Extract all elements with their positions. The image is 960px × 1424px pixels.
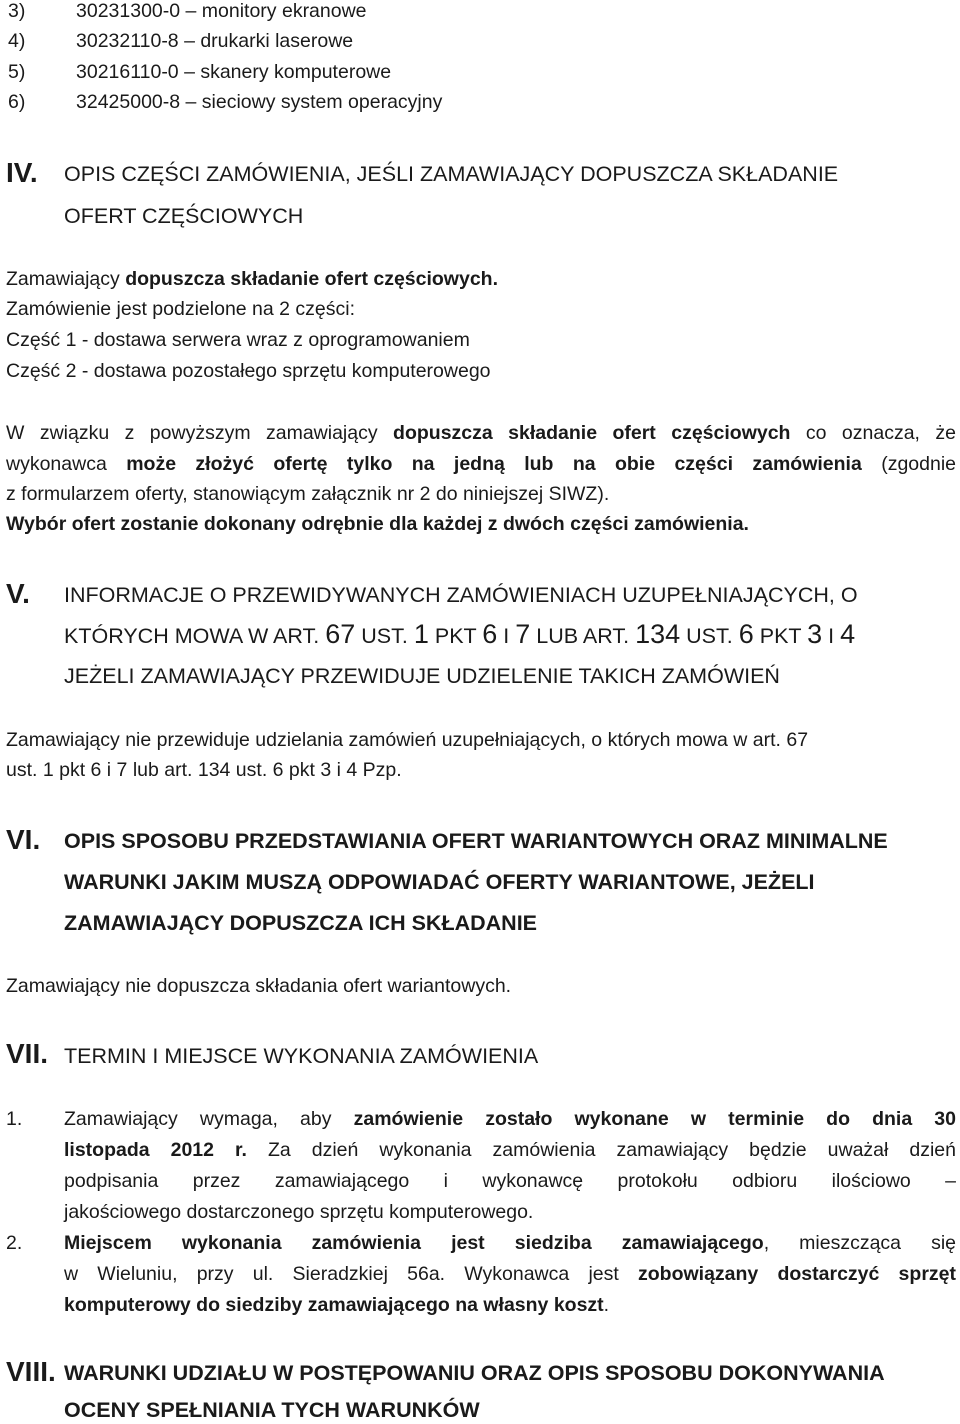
paragraph: ust. 1 pkt 6 i 7 lub art. 134 ust. 6 pkt 3 i 4 Pzp.: [6, 759, 402, 781]
list-number: 2.: [6, 1232, 23, 1254]
paragraph: Część 1 - dostawa serwera wraz z oprogramowaniem: [6, 329, 470, 351]
section-title: ZAMAWIAJĄCY DOPUSZCZA ICH SKŁADANIE: [64, 911, 538, 935]
list-item: Miejscem wykonania zamówienia jest siedziba zamawiającego, mieszcząca się: [64, 1232, 956, 1254]
paragraph: Zamawiający nie przewiduje udzielania zamówień uzupełniających, o których mowa w art. 67: [6, 729, 809, 751]
section-number: VII.: [6, 1038, 49, 1069]
paragraph: Zamówienie jest podzielone na 2 części:: [6, 298, 356, 320]
paragraph: W związku z powyższym zamawiający dopuszcza składanie ofert częściowych co oznacza, że: [6, 422, 956, 444]
list-item: komputerowy do siedziby zamawiającego na własny koszt.: [64, 1294, 610, 1316]
paragraph: Zamawiający dopuszcza składanie ofert częściowych.: [6, 268, 498, 290]
paragraph: z formularzem oferty, stanowiącym załącznik nr 2 do niniejszej SIWZ).: [6, 483, 610, 505]
list-item: Zamawiający wymaga, aby zamówienie zostało wykonane w terminie do dnia 30: [64, 1108, 956, 1130]
list-item: listopada 2012 r. Za dzień wykonania zamówienia zamawiający będzie uważał dzień: [64, 1139, 956, 1161]
paragraph: Zamawiający nie dopuszcza składania ofert wariantowych.: [6, 975, 512, 997]
list-number: 1.: [6, 1108, 23, 1130]
document-page: 3) 30231300-0 – monitory ekranowe 4) 30232110-8 – drukarki laserowe 5) 30216110-0 – skanery komputerowe 6) 32425000-8 – sieciowy system operacyjny IV. OPIS CZĘŚCI ZAMÓWIENIA, JEŚLI ZAMAWIAJĄCY DOPUSZCZA SKŁADANIE OFERT CZĘŚCIOWYCH Zamawiający dopuszcza składanie ofert częściowych. Zamówienie jest podzielone na 2 części: Część 1 - dostawa serwera wraz z oprogramowaniem Część 2 - dostawa pozostałego sprzętu komputerowego W związku z powyższym zamawiający dopuszcza składanie ofert częściowych co oznacza, że wykonawca może złożyć ofertę tylko na jedną lub na obie części zamówienia (zgodnie z formularzem oferty, stanowiącym załącznik nr 2 do niniejszej SIWZ). Wybór ofert zostanie dokonany odrębnie dla każdej z dwóch części zamówienia. V. INFORMACJE O PRZEWIDYWANYCH ZAMÓWIENIACH UZUPEŁNIAJĄCYCH, O KTÓRYCH MOWA W ART. 67 UST. 1 PKT 6 I 7 LUB ART. 134 UST. 6 PKT 3 I 4 JEŻELI ZAMAWIAJĄCY PRZEWIDUJE UDZIELENIE TAKICH ZAMÓWIEŃ Zamawiający nie przewiduje udzielania zamówień uzupełniających, o których mowa w art. 67 ust. 1 pkt 6 i 7 lub art. 134 ust. 6 pkt 3 i 4 Pzp. VI. OPIS SPOSOBU PRZEDSTAWIANIA OFERT WARIANTOWYCH ORAZ MINIMALNE WARUNKI JAKIM MUSZĄ ODPOWIADAĆ OFERTY WARIANTOWE, JEŻELI ZAMAWIAJĄCY DOPUSZCZA ICH SKŁADANIE Zamawiający nie dopuszcza składania ofert wariantowych. VII. TERMIN I MIEJSCE WYKONANIA ZAMÓWIENIA 1. Zamawiający wymaga, aby zamówienie zostało wykonane w terminie do dnia 30 listopada 2012 r. Za dzień wykonania zamówienia zamawiający będzie uważał dzień podpisania przez zamawiającego i wykonawcę protokołu odbioru ilościowo – jakościowego dostarczonego sprzętu komputerowego. 2. Miejscem wykonania zamówienia jest siedziba zamawiającego, mieszcząca się w Wieluniu, przy ul. Sieradzkiej 56a. Wykonawca jest zobowiązany dostarczyć sprzęt komputerowy do siedziby zamawiającego na własny koszt. VIII. WARUNKI UDZIAŁU W POSTĘPOWANIU ORAZ OPIS SPOSOBU DOKONYWANIA OCENY SPEŁNIANIA TYCH WARUNKÓW: [6, 0, 957, 1422]
paragraph: wykonawca może złożyć ofertę tylko na jedną lub na obie części zamówienia (zgodnie: [6, 453, 957, 475]
section-title: OPIS SPOSOBU PRZEDSTAWIANIA OFERT WARIANTOWYCH ORAZ MINIMALNE: [64, 829, 888, 853]
section-title: OCENY SPEŁNIANIA TYCH WARUNKÓW: [64, 1398, 480, 1422]
section-number: VIII.: [6, 1356, 56, 1387]
list-item: podpisania przez zamawiającego i wykonawcę protokołu odbioru ilościowo –: [64, 1170, 956, 1192]
paragraph: Wybór ofert zostanie dokonany odrębnie dla każdej z dwóch części zamówienia.: [6, 513, 749, 535]
section-number: V.: [6, 578, 30, 609]
section-title: WARUNKI UDZIAŁU W POSTĘPOWANIU ORAZ OPIS SPOSOBU DOKONYWANIA: [64, 1361, 885, 1385]
section-title: OPIS CZĘŚCI ZAMÓWIENIA, JEŚLI ZAMAWIAJĄCY DOPUSZCZA SKŁADANIE: [64, 162, 839, 186]
section-number: IV.: [6, 157, 38, 188]
section-title: KTÓRYCH MOWA W ART. 67 UST. 1 PKT 6 I 7 LUB ART. 134 UST. 6 PKT 3 I 4: [64, 619, 856, 649]
section-number: VI.: [6, 824, 41, 855]
section-title: WARUNKI JAKIM MUSZĄ ODPOWIADAĆ OFERTY WARIANTOWE, JEŻELI: [64, 870, 815, 894]
paragraph: Część 2 - dostawa pozostałego sprzętu komputerowego: [6, 360, 491, 382]
section-title: JEŻELI ZAMAWIAJĄCY PRZEWIDUJE UDZIELENIE TAKICH ZAMÓWIEŃ: [64, 664, 780, 688]
section-title: INFORMACJE O PRZEWIDYWANYCH ZAMÓWIENIACH UZUPEŁNIAJĄCYCH, O: [64, 583, 858, 607]
list-item: w Wieluniu, przy ul. Sieradzkiej 56a. Wykonawca jest zobowiązany dostarczyć sprzęt: [64, 1263, 956, 1285]
section-title: TERMIN I MIEJSCE WYKONANIA ZAMÓWIENIA: [64, 1044, 539, 1068]
section-title: OFERT CZĘŚCIOWYCH: [64, 204, 304, 228]
list-item: jakościowego dostarczonego sprzętu komputerowego.: [64, 1201, 534, 1223]
